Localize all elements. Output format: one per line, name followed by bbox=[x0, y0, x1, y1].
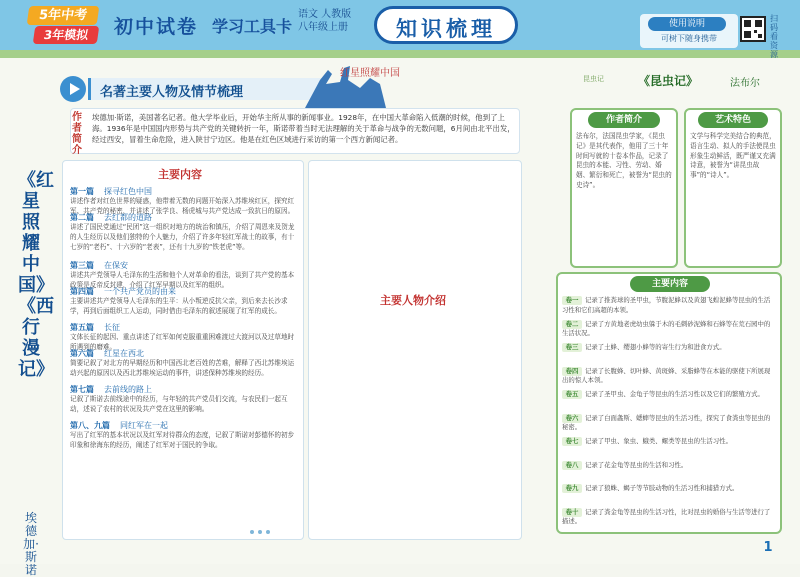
art-feature-text: 文学与科学完美结合的典范，语言生动、拟人的手法使昆虫形象生动鲜活，既严谨又充满诗意，被誉为“讲昆虫故事”的“诗人”。 bbox=[690, 132, 776, 180]
chapter-heading bbox=[70, 286, 176, 297]
intro-label: 作者简介 bbox=[72, 112, 82, 156]
volume-entry bbox=[562, 484, 776, 505]
chapter-summary: 记叙了斯诺去前线途中的经历，与年轻的共产党员们交流，与农民们一起互动，述说了农村的状况及共产党在这里的影响。 bbox=[70, 395, 288, 413]
section-banner bbox=[60, 76, 330, 102]
series-title: 初中试卷 bbox=[114, 16, 199, 38]
volume-number: 卷五 bbox=[562, 390, 582, 399]
header-bar bbox=[0, 0, 800, 58]
chapter-summary: 主要讲述共产党领导人毛泽东的生平：从小叛逆反抗父亲，到后来去长沙求学，再到后面组织工人运动，同时借由毛泽东的叙述展现了红军的成长。 bbox=[70, 297, 288, 315]
insect-book-author: 法布尔 bbox=[730, 78, 760, 89]
volume-number: 卷六 bbox=[562, 414, 582, 423]
logo-line1: 5年中考 bbox=[27, 6, 100, 25]
volume-text: 记录了土蜂、缨翅小蜂等的寄生行为和进食方式。 bbox=[585, 343, 726, 351]
chapter-summary: 文体长征的起因、重点讲述了红军如何克服重重困难渡过大渡河以及过草地时所遇到的磨难。 bbox=[70, 333, 295, 351]
page-number: 1 bbox=[763, 540, 773, 555]
subject-info bbox=[298, 8, 351, 34]
main-content-title: 主要内容 bbox=[158, 168, 202, 181]
chapter-heading bbox=[70, 212, 152, 223]
volume-text: 记录了长腹蜂、切叶蜂、黄斑蜂、采脂蜂等在本能的驱使下所展现出的惊人本领。 bbox=[562, 366, 771, 385]
chapter-summary: 讲述了国民党通过“民团”这一组织对地方的统治和镇压，介绍了周恩来及贺龙的人生经历以及他们独特的个人魅力，介绍了许多年轻红军战士的故事，有十七岁的“老朽”、十六岁的“老表”，还有十九岁的“铁老虎”等。 bbox=[70, 223, 295, 251]
volume-text: 记录了圣甲虫、金龟子等昆虫的生活习性以及它们的繁殖方式。 bbox=[585, 390, 764, 398]
chapter-number: 第四篇 bbox=[70, 287, 94, 296]
volume-number: 卷四 bbox=[562, 367, 582, 376]
volume-number: 卷一 bbox=[562, 296, 582, 305]
chapter-number: 第八、九篇 bbox=[70, 421, 110, 430]
volume-number: 卷二 bbox=[562, 320, 582, 329]
volume-text: 记录了甲虫、象虫、蛾类、螺类等昆虫的生活习性。 bbox=[585, 437, 732, 445]
volume-entry bbox=[562, 296, 776, 317]
chapter-heading bbox=[70, 322, 120, 333]
chapter-title: 去红都的道路 bbox=[104, 213, 152, 222]
volume-entry bbox=[562, 437, 776, 458]
volume-number: 卷十 bbox=[562, 508, 582, 517]
chapter-summary: 写出了红军的基本状况以及红军对待群众的态度，记叙了斯诺对彭德怀的初步印象和徐海东的经历，阐述了红军对于国民的争取。 bbox=[70, 431, 295, 449]
volume-text: 记录了方黄地老虎幼虫躲于木的毛刺砂泥蜂和石蜂等在荒石园中的生活状况。 bbox=[562, 319, 771, 338]
volume-entry bbox=[562, 320, 776, 341]
brand-logo bbox=[28, 6, 98, 46]
chapter-heading bbox=[70, 420, 168, 431]
chapter-number: 第三篇 bbox=[70, 261, 94, 270]
chapter-summary: 简要记叙了对北方的早期经历和中国西北老百姓的苦难，解释了西北苏维埃运动兴起的原因以及西北苏维埃运动的事件，讲述保种苏维埃的经历。 bbox=[70, 359, 295, 377]
chapter-number: 第一篇 bbox=[70, 187, 94, 196]
section-title: 名著主要人物及情节梳理 bbox=[100, 85, 244, 100]
volume-text: 记录了粪金龟等昆虫的生活习性，比对昆虫的婚俗与生活等进行了描述。 bbox=[562, 507, 771, 526]
header-strip bbox=[0, 50, 800, 58]
author-intro-text: 法布尔，法国昆虫学家，《昆虫记》是其代表作，他用了三十年时间写就的十卷本作品，记录了昆虫的本能、习性、劳动、婚姻、繁衍和死亡，被誉为“昆虫的史诗”。 bbox=[576, 132, 672, 189]
volume-entry bbox=[562, 508, 776, 529]
chapter-title: 红星在西北 bbox=[104, 349, 144, 358]
chapter-number: 第七篇 bbox=[70, 385, 94, 394]
book-heading bbox=[638, 72, 778, 92]
volume-text: 记录了花金龟等昆虫的生活和习性。 bbox=[585, 460, 688, 469]
chapter-title: 去前线的路上 bbox=[104, 385, 152, 394]
book-vertical-title-area bbox=[0, 140, 58, 577]
logo-line2: 3年模拟 bbox=[33, 26, 100, 44]
characters-title: 主要人物介绍 bbox=[380, 294, 446, 307]
volume-text: 记录了推粪球的圣甲虫，节腹泥蜂以及黄翅飞蝗泥蜂等昆虫的生活习性和它们高超的本领。 bbox=[562, 296, 771, 314]
intro-text: 埃德加·斯诺，美国著名记者。他大学毕业后，开始华主所从事的新闻事业。1928年，在中国大革命陷入低潮的时候，他到了上海。1936年是中国国内形势与共产党的关键转折一年，斯诺带着当时无法理解的关于革命与战争的无数问题，6月间由北平出发，经过西安，冒着生命危险，进入陕甘宁边区。他是在红色区域进行采访的第一个西方新闻记者。 bbox=[92, 113, 515, 144]
usage-box bbox=[640, 14, 738, 48]
chapter-summary: 讲述作者对红色世界的疑惑，他带着无数的问题开始深入苏维埃红区，探究红军、共产党的秘密，并讲述了张学良、杨虎城与共产党达成一致抗日的原因。 bbox=[70, 197, 295, 215]
page-dot bbox=[266, 530, 270, 534]
chapter-title: 在保安 bbox=[104, 261, 128, 270]
volume-entry bbox=[562, 367, 776, 388]
art-feature-head: 艺术特色 bbox=[698, 112, 768, 128]
bug-caption: 昆虫记 bbox=[583, 75, 604, 83]
chapter-heading bbox=[70, 186, 152, 197]
qr-code-icon[interactable] bbox=[740, 16, 766, 42]
volume-number: 卷三 bbox=[562, 343, 582, 352]
volume-entry bbox=[562, 461, 776, 482]
subject-line1: 语文 人教版 bbox=[298, 9, 352, 20]
volume-entry bbox=[562, 343, 776, 364]
usage-text: 可树下随身携带 bbox=[661, 34, 717, 43]
topic-badge bbox=[374, 6, 518, 44]
volume-number: 卷七 bbox=[562, 437, 582, 446]
chapter-number: 第六篇 bbox=[70, 349, 94, 358]
subject-line2: 八年级上册 bbox=[298, 22, 348, 33]
chapter-number: 第五篇 bbox=[70, 323, 94, 332]
volume-text: 记录了狼蛛、蝎子等节肢动物的生活习性和捕猎方式。 bbox=[585, 484, 739, 492]
tool-title: 学习工具卡 bbox=[212, 17, 293, 36]
chapter-title: 同红军在一起 bbox=[120, 421, 168, 430]
chapter-summary: 讲述共产党领导人毛泽东的生活和他个人对革命的看法，谈到了共产党的基本政策是反帝反封建，介绍了红军早期以及红军的组织。 bbox=[70, 271, 295, 289]
chapter-heading bbox=[70, 384, 152, 395]
volume-text: 记录了白面螽斯、蟋蟀等昆虫的生活习性，探究了食粪虫等昆虫的秘密。 bbox=[562, 413, 771, 432]
insect-book-title: 《昆虫记》 bbox=[638, 74, 699, 88]
play-icon bbox=[60, 76, 86, 102]
topic-title: 知识梳理 bbox=[396, 17, 496, 41]
qr-note: 扫码看资源 bbox=[770, 14, 778, 59]
volume-entry bbox=[562, 414, 776, 435]
volume-entry bbox=[562, 390, 776, 411]
insect-content-head: 主要内容 bbox=[630, 276, 710, 292]
chapter-title: 探寻红色中国 bbox=[104, 187, 152, 196]
characters-card bbox=[308, 160, 522, 540]
chapter-title: 一个共产党员的由来 bbox=[104, 287, 176, 296]
page-dot bbox=[250, 530, 254, 534]
chapter-heading bbox=[70, 348, 144, 359]
chapter-title: 长征 bbox=[104, 323, 120, 332]
author-vertical: 埃德加·斯诺 bbox=[23, 511, 39, 577]
book-title-vertical: 《红星照耀中国》《西行漫记》 bbox=[18, 170, 54, 380]
usage-label: 使用说明 bbox=[648, 17, 726, 31]
volume-number: 卷八 bbox=[562, 461, 582, 470]
chapter-number: 第二篇 bbox=[70, 213, 94, 222]
red-caption: 红星照耀中国 bbox=[340, 68, 400, 79]
volume-number: 卷九 bbox=[562, 484, 582, 493]
author-intro-head: 作者简介 bbox=[588, 112, 660, 128]
page-dot bbox=[258, 530, 262, 534]
chapter-heading bbox=[70, 260, 128, 271]
